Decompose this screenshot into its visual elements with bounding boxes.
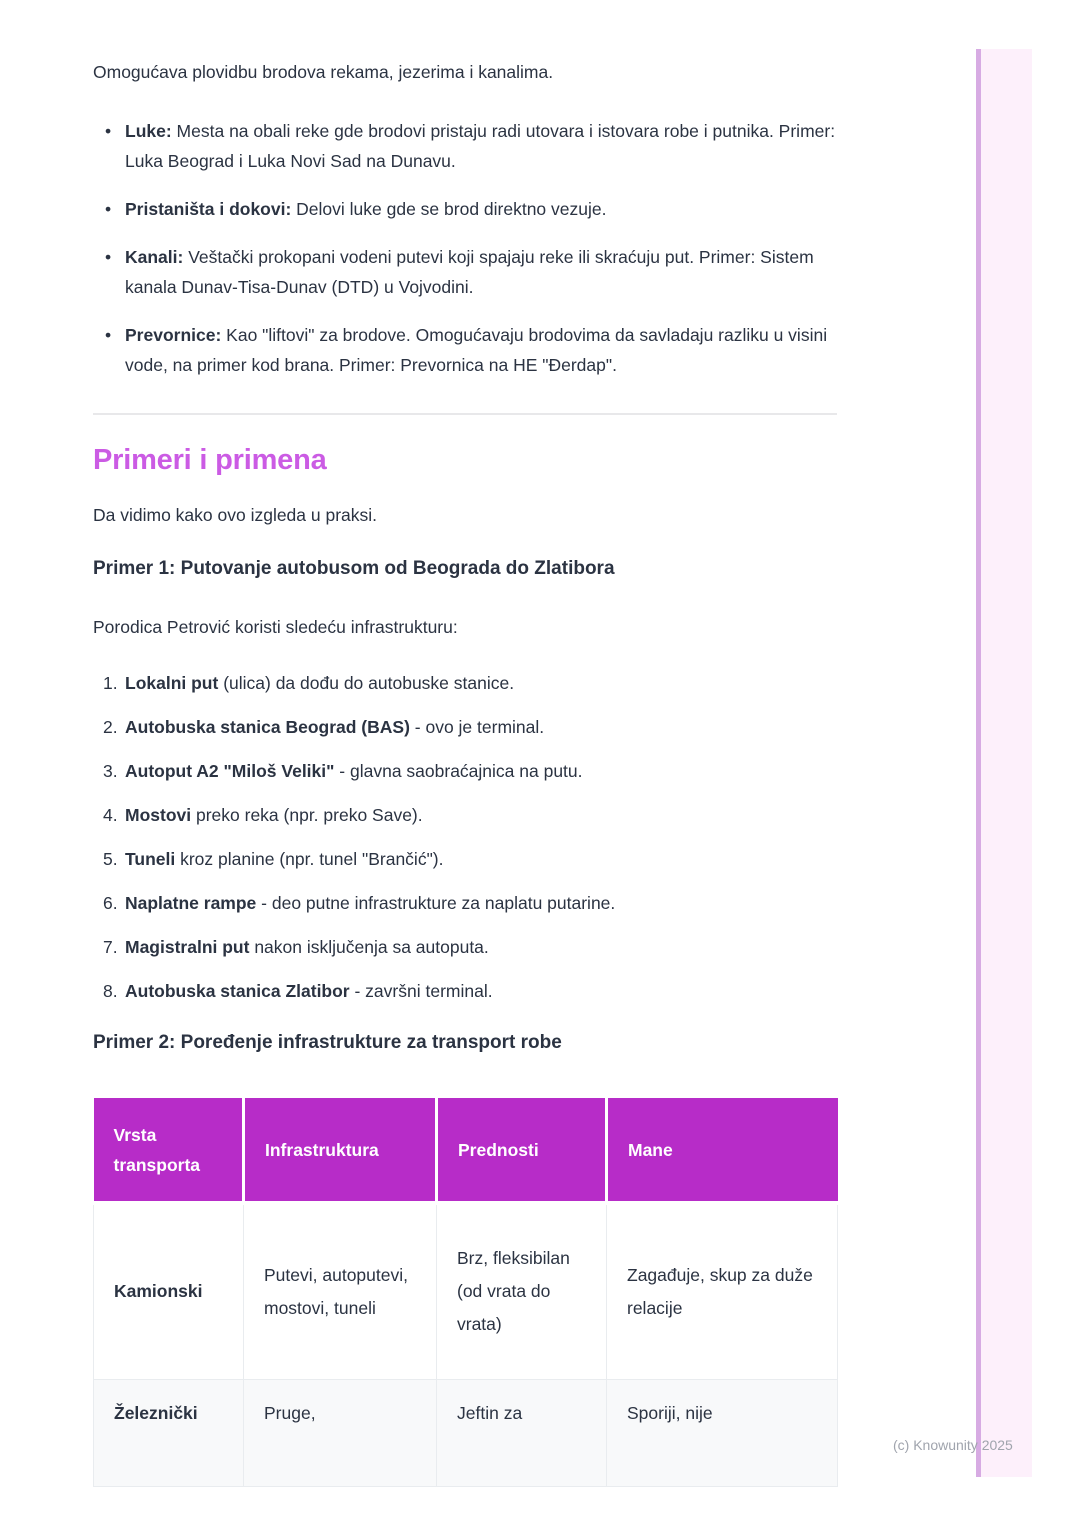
term-label: Mostovi <box>125 805 192 825</box>
numbered-item: 2. Autobuska stanica Beograd (BAS) - ovo je terminal. <box>93 712 837 742</box>
term-label: Autoput A2 "Miloš Veliki" <box>125 761 335 781</box>
list-item-prevornice <box>93 320 837 380</box>
list-item-text: Pristaništa i dokovi: Delovi luke gde se brod direktno vezuje. <box>125 199 607 219</box>
list-item-pristanista <box>93 194 837 224</box>
numbered-item: 1. Lokalni put (ulica) da dođu do autobuske stanice. <box>93 668 837 698</box>
page-edge-scrollbar-track[interactable] <box>976 49 1032 1477</box>
cell-transport-type: Kamionski <box>94 1203 244 1379</box>
cell-cons: Zagađuje, skup za duže relacije <box>607 1203 838 1379</box>
table-header-row <box>94 1098 838 1203</box>
term-label: Lokalni put <box>125 673 219 693</box>
example2-heading: Primer 2: Poređenje infrastrukture za transport robe <box>93 1032 562 1053</box>
item-number: 3. <box>103 761 118 781</box>
cell-infrastructure: Pruge, <box>244 1379 437 1486</box>
cell-pros: Jeftin za <box>437 1379 607 1486</box>
item-number: 6. <box>103 893 118 913</box>
item-number: 5. <box>103 849 118 869</box>
term-label: Autobuska stanica Zlatibor <box>125 981 350 1001</box>
column-header-vrsta-transporta: Vrsta transporta <box>94 1098 244 1203</box>
section-heading: Primeri i primena <box>93 444 327 476</box>
item-number: 1. <box>103 673 118 693</box>
numbered-item: 7. Magistralni put nakon isključenja sa autoputa. <box>93 932 837 962</box>
column-header-prednosti: Prednosti <box>437 1098 607 1203</box>
waterway-infrastructure-list <box>93 116 837 380</box>
item-number: 8. <box>103 981 118 1001</box>
list-item-luke <box>93 116 837 176</box>
numbered-item: 6. Naplatne rampe - deo putne infrastrukture za naplatu putarine. <box>93 888 837 918</box>
cell-infrastructure: Putevi, autoputevi, mostovi, tuneli <box>244 1203 437 1379</box>
cell-cons: Sporiji, nije <box>607 1379 838 1486</box>
bullet-icon: • <box>105 247 112 267</box>
numbered-item: 4. Mostovi preko reka (npr. preko Save). <box>93 800 837 830</box>
note-page-content <box>93 0 837 1487</box>
bus-trip-steps-list <box>93 668 837 1006</box>
bullet-icon: • <box>105 325 112 345</box>
item-number: 2. <box>103 717 118 737</box>
numbered-item: 8. Autobuska stanica Zlatibor - završni terminal. <box>93 976 837 1006</box>
term-label: Pristaništa i dokovi: <box>125 199 292 219</box>
example1-intro-paragraph: Porodica Petrović koristi sledeću infrastrukturu: <box>93 617 458 637</box>
cell-pros: Brz, fleksibilan (od vrata do vrata) <box>437 1203 607 1379</box>
item-number: 4. <box>103 805 118 825</box>
term-label: Naplatne rampe <box>125 893 257 913</box>
bullet-icon: • <box>105 121 112 141</box>
intro-paragraph: Omogućava plovidbu brodova rekama, jezerima i kanalima. <box>93 62 554 82</box>
term-label: Luke: <box>125 121 172 141</box>
table-row-kamionski <box>94 1203 838 1379</box>
numbered-item: 3. Autoput A2 "Miloš Veliki" - glavna saobraćajnica na putu. <box>93 756 837 786</box>
numbered-item: 5. Tuneli kroz planine (npr. tunel "Brančić"). <box>93 844 837 874</box>
column-header-infrastruktura: Infrastruktura <box>244 1098 437 1203</box>
section-divider <box>93 413 837 415</box>
column-header-mane: Mane <box>607 1098 838 1203</box>
term-label: Magistralni put <box>125 937 250 957</box>
example1-heading: Primer 1: Putovanje autobusom od Beograda do Zlatibora <box>93 558 615 579</box>
item-number: 7. <box>103 937 118 957</box>
list-item-kanali <box>93 242 837 302</box>
table-row-zeleznicki <box>94 1379 838 1486</box>
list-item-text: Kanali: Veštački prokopani vodeni putevi koji spajaju reke ili skraćuju put. Primer: Sistem kanala Dunav-Tisa-Dunav (DTD) u Vojvodini. <box>125 247 814 297</box>
transport-comparison-table <box>93 1098 838 1487</box>
term-label: Kanali: <box>125 247 184 267</box>
term-label: Tuneli <box>125 849 176 869</box>
copyright-note: (c) Knowunity 2025 <box>893 1437 1013 1453</box>
term-label: Autobuska stanica Beograd (BAS) <box>125 717 410 737</box>
list-item-text: Prevornice: Kao "liftovi" za brodove. Omogućavaju brodovima da savladaju razliku u visini vode, na primer kod brana. Primer: Prevornica na HE "Đerdap". <box>125 325 828 375</box>
list-item-text: Luke: Mesta na obali reke gde brodovi pristaju radi utovara i istovara robe i putnika. Primer: Luka Beograd i Luka Novi Sad na Dunavu. <box>125 121 836 171</box>
term-label: Prevornice: <box>125 325 222 345</box>
cell-transport-type: Železnički <box>94 1379 244 1486</box>
bullet-icon: • <box>105 199 112 219</box>
section-intro-paragraph: Da vidimo kako ovo izgleda u praksi. <box>93 505 378 525</box>
